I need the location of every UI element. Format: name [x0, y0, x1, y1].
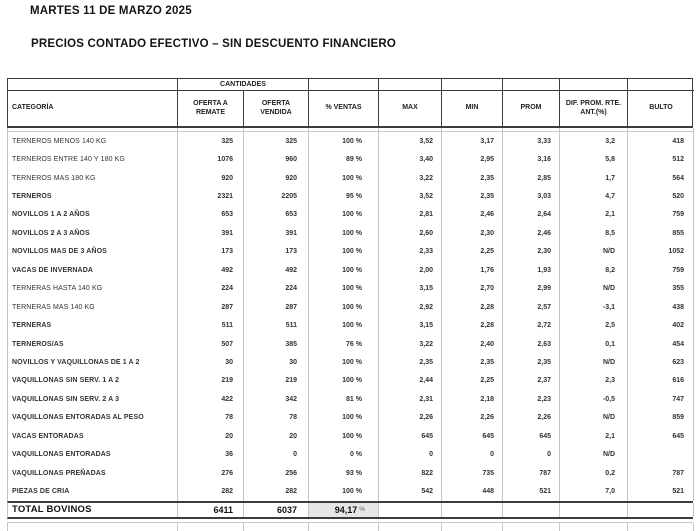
dif-prom-cell: 2,1: [560, 206, 628, 224]
oferta-vendida-cell: 391: [244, 224, 309, 242]
pct-ventas-cell: 100 %: [309, 316, 379, 334]
oferta-vendida-cell: 30: [244, 353, 309, 371]
category-cell: VAQUILLONAS SIN SERV. 1 A 2: [8, 372, 178, 390]
max-cell: 2,33: [379, 243, 442, 261]
category-cell: VAQUILLONAS ENTORADAS: [8, 445, 178, 463]
pct-ventas-cell: 100 %: [309, 206, 379, 224]
max-cell: 3,15: [379, 280, 442, 298]
min-cell: 2,70: [442, 280, 503, 298]
category-cell: VAQUILLONAS PREÑADAS: [8, 464, 178, 482]
bulto-cell: 623: [628, 353, 694, 371]
dif-prom-cell: 8,5: [560, 224, 628, 242]
min-cell: 735: [442, 464, 503, 482]
column-header-dif-prom: DIF. PROM. RTE. ANT.(%): [560, 91, 628, 126]
oferta-vendida-cell: 0: [244, 445, 309, 463]
pct-ventas-cell: 100 %: [309, 298, 379, 316]
oferta-vendida-cell: 282: [244, 482, 309, 500]
prices-table: [7, 78, 693, 531]
group-header-row: [8, 79, 692, 91]
bulto-cell: 355: [628, 280, 694, 298]
oferta-vendida-cell: 325: [244, 132, 309, 150]
prom-cell: 2,72: [503, 316, 560, 334]
dif-prom-cell: 0,2: [560, 464, 628, 482]
dif-prom-cell: 0,1: [560, 335, 628, 353]
prom-cell: 2,30: [503, 243, 560, 261]
table-row: [8, 372, 693, 390]
bulto-cell: 747: [628, 390, 694, 408]
oferta-vendida-cell: 2205: [244, 187, 309, 205]
category-cell: TERNERAS HASTA 140 KG: [8, 280, 178, 298]
prom-cell: 1,93: [503, 261, 560, 279]
group-header-spacer: [442, 79, 503, 91]
total-empty-cell: [442, 503, 503, 517]
group-header-cantidades: CANTIDADES: [178, 79, 309, 91]
pct-ventas-cell: 100 %: [309, 243, 379, 261]
oferta-vendida-cell: 492: [244, 261, 309, 279]
dif-prom-cell: N/D: [560, 353, 628, 371]
max-cell: 2,35: [379, 353, 442, 371]
prom-cell: 787: [503, 464, 560, 482]
max-cell: 3,22: [379, 169, 442, 187]
oferta-a-remate-cell: 287: [178, 298, 244, 316]
pct-ventas-cell: 100 %: [309, 409, 379, 427]
group-header-spacer: [560, 79, 628, 91]
min-cell: 2,35: [442, 169, 503, 187]
oferta-a-remate-cell: 78: [178, 409, 244, 427]
total-empty-cell: [628, 503, 694, 517]
total-row: [7, 501, 693, 519]
oferta-a-remate-cell: 511: [178, 316, 244, 334]
oferta-a-remate-cell: 492: [178, 261, 244, 279]
dif-prom-cell: 2,5: [560, 316, 628, 334]
oferta-vendida-cell: 256: [244, 464, 309, 482]
table-row: [8, 150, 693, 168]
oferta-a-remate-cell: 282: [178, 482, 244, 500]
table-row: [8, 409, 693, 427]
oferta-vendida-cell: 511: [244, 316, 309, 334]
table-row: [8, 298, 693, 316]
oferta-vendida-cell: 78: [244, 409, 309, 427]
pct-ventas-cell: 76 %: [309, 335, 379, 353]
table-row: [8, 280, 693, 298]
category-cell: VAQUILLONAS SIN SERV. 2 A 3: [8, 390, 178, 408]
oferta-vendida-cell: 342: [244, 390, 309, 408]
column-header-categoria: CATEGORÍA: [8, 91, 178, 126]
dif-prom-cell: 2,3: [560, 372, 628, 390]
bulto-cell: 859: [628, 409, 694, 427]
pct-ventas-cell: 95 %: [309, 187, 379, 205]
min-cell: 2,95: [442, 150, 503, 168]
oferta-a-remate-cell: 1076: [178, 150, 244, 168]
total-empty-cell: [560, 503, 628, 517]
category-cell: NOVILLOS MAS DE 3 AÑOS: [8, 243, 178, 261]
pct-ventas-cell: 100 %: [309, 169, 379, 187]
category-cell: VACAS DE INVERNADA: [8, 261, 178, 279]
min-cell: 2,30: [442, 224, 503, 242]
min-cell: 2,35: [442, 187, 503, 205]
pct-ventas-cell: 100 %: [309, 132, 379, 150]
total-pct-ventas: [309, 503, 379, 517]
max-cell: 2,44: [379, 372, 442, 390]
prom-cell: 3,16: [503, 150, 560, 168]
bulto-cell: 418: [628, 132, 694, 150]
next-section-partial: [7, 522, 693, 531]
pct-ventas-cell: 100 %: [309, 353, 379, 371]
prom-cell: 3,33: [503, 132, 560, 150]
dif-prom-cell: -0,5: [560, 390, 628, 408]
prom-cell: 2,64: [503, 206, 560, 224]
oferta-vendida-cell: 920: [244, 169, 309, 187]
min-cell: 448: [442, 482, 503, 500]
dif-prom-cell: 4,7: [560, 187, 628, 205]
dif-prom-cell: 3,2: [560, 132, 628, 150]
table-row: [8, 206, 693, 224]
total-empty-cell: [503, 503, 560, 517]
oferta-a-remate-cell: 30: [178, 353, 244, 371]
bulto-cell: 616: [628, 372, 694, 390]
min-cell: 2,18: [442, 390, 503, 408]
max-cell: 2,60: [379, 224, 442, 242]
min-cell: 1,76: [442, 261, 503, 279]
bulto-cell: 1052: [628, 243, 694, 261]
prom-cell: 2,23: [503, 390, 560, 408]
table-row: [8, 261, 693, 279]
oferta-a-remate-cell: 653: [178, 206, 244, 224]
table-row: [8, 224, 693, 242]
total-pct-value: 94,17: [334, 504, 358, 515]
category-cell: VACAS ENTORADAS: [8, 427, 178, 445]
bulto-cell: 759: [628, 261, 694, 279]
column-header-prom: PROM: [503, 91, 560, 126]
column-header-max: MAX: [379, 91, 442, 126]
prom-cell: 2,57: [503, 298, 560, 316]
pct-ventas-cell: 93 %: [309, 464, 379, 482]
column-header-oferta-vendida: OFERTA VENDIDA: [244, 91, 309, 126]
oferta-vendida-cell: 219: [244, 372, 309, 390]
min-cell: 2,25: [442, 243, 503, 261]
max-cell: 3,15: [379, 316, 442, 334]
table-row: [8, 427, 693, 445]
oferta-a-remate-cell: 173: [178, 243, 244, 261]
table-body: [7, 128, 693, 501]
pct-ventas-cell: 81 %: [309, 390, 379, 408]
table-row: [8, 335, 693, 353]
dif-prom-cell: N/D: [560, 280, 628, 298]
column-header-pct-ventas: % VENTAS: [309, 91, 379, 126]
dif-prom-cell: 1,7: [560, 169, 628, 187]
min-cell: 2,26: [442, 409, 503, 427]
table-row: [8, 482, 693, 500]
min-cell: 2,35: [442, 353, 503, 371]
pct-ventas-cell: 0 %: [309, 445, 379, 463]
oferta-a-remate-cell: 276: [178, 464, 244, 482]
table-row: [8, 169, 693, 187]
table-row: [8, 132, 693, 150]
min-cell: 2,40: [442, 335, 503, 353]
column-header-oferta-a-remate: OFERTA A REMATE: [178, 91, 244, 126]
category-cell: TERNEROS MAS 180 KG: [8, 169, 178, 187]
max-cell: 3,52: [379, 132, 442, 150]
pct-ventas-cell: 89 %: [309, 150, 379, 168]
dif-prom-cell: N/D: [560, 445, 628, 463]
table-row: [8, 353, 693, 371]
oferta-a-remate-cell: 224: [178, 280, 244, 298]
page-title: PRECIOS CONTADO EFECTIVO – SIN DESCUENTO FINANCIERO: [31, 38, 397, 50]
oferta-vendida-cell: 385: [244, 335, 309, 353]
max-cell: 0: [379, 445, 442, 463]
table-row: [8, 390, 693, 408]
total-label: TOTAL BOVINOS: [8, 503, 178, 517]
max-cell: 2,31: [379, 390, 442, 408]
prom-cell: 2,26: [503, 409, 560, 427]
category-cell: TERNERAS MAS 140 KG: [8, 298, 178, 316]
max-cell: 2,00: [379, 261, 442, 279]
oferta-vendida-cell: 20: [244, 427, 309, 445]
oferta-vendida-cell: 287: [244, 298, 309, 316]
total-oferta-a-remate: 6411: [178, 503, 244, 517]
oferta-vendida-cell: 173: [244, 243, 309, 261]
dif-prom-cell: N/D: [560, 243, 628, 261]
pct-ventas-cell: 100 %: [309, 224, 379, 242]
prom-cell: 2,85: [503, 169, 560, 187]
pct-ventas-cell: 100 %: [309, 427, 379, 445]
bulto-cell: 564: [628, 169, 694, 187]
table-row: [8, 464, 693, 482]
category-cell: VAQUILLONAS ENTORADAS AL PESO: [8, 409, 178, 427]
prom-cell: 2,63: [503, 335, 560, 353]
oferta-a-remate-cell: 2321: [178, 187, 244, 205]
category-cell: TERNEROS: [8, 187, 178, 205]
table-rows: [8, 132, 693, 501]
bulto-cell: 402: [628, 316, 694, 334]
prom-cell: 2,46: [503, 224, 560, 242]
prom-cell: 2,99: [503, 280, 560, 298]
oferta-vendida-cell: 653: [244, 206, 309, 224]
dif-prom-cell: -3,1: [560, 298, 628, 316]
dif-prom-cell: N/D: [560, 409, 628, 427]
bulto-cell: 521: [628, 482, 694, 500]
oferta-a-remate-cell: 20: [178, 427, 244, 445]
max-cell: 3,40: [379, 150, 442, 168]
oferta-a-remate-cell: 422: [178, 390, 244, 408]
oferta-a-remate-cell: 36: [178, 445, 244, 463]
category-cell: NOVILLOS 1 A 2 AÑOS: [8, 206, 178, 224]
category-cell: NOVILLOS Y VAQUILLONAS DE 1 A 2: [8, 353, 178, 371]
bulto-cell: 512: [628, 150, 694, 168]
bulto-cell: 520: [628, 187, 694, 205]
category-cell: TERNERAS: [8, 316, 178, 334]
table-row: [8, 243, 693, 261]
column-header-row: [8, 91, 692, 126]
dif-prom-cell: 2,1: [560, 427, 628, 445]
category-cell: NOVILLOS 2 A 3 AÑOS: [8, 224, 178, 242]
min-cell: 645: [442, 427, 503, 445]
oferta-a-remate-cell: 325: [178, 132, 244, 150]
group-header-spacer: [8, 79, 178, 91]
prom-cell: 2,35: [503, 353, 560, 371]
max-cell: 3,22: [379, 335, 442, 353]
group-header-spacer: [309, 79, 379, 91]
oferta-a-remate-cell: 507: [178, 335, 244, 353]
oferta-a-remate-cell: 391: [178, 224, 244, 242]
min-cell: 2,46: [442, 206, 503, 224]
category-cell: PIEZAS DE CRIA: [8, 482, 178, 500]
bulto-cell: 645: [628, 427, 694, 445]
max-cell: 645: [379, 427, 442, 445]
max-cell: 822: [379, 464, 442, 482]
category-cell: TERNEROS MENOS 140 KG: [8, 132, 178, 150]
table-row: [8, 316, 693, 334]
max-cell: 2,26: [379, 409, 442, 427]
prom-cell: 521: [503, 482, 560, 500]
total-oferta-vendida: 6037: [244, 503, 309, 517]
group-header-spacer: [628, 79, 694, 91]
group-header-spacer: [503, 79, 560, 91]
table-row: [8, 445, 693, 463]
total-pct-unit: %: [359, 506, 365, 514]
max-cell: 542: [379, 482, 442, 500]
category-cell: TERNEROS ENTRE 140 Y 180 KG: [8, 150, 178, 168]
oferta-vendida-cell: 224: [244, 280, 309, 298]
dif-prom-cell: 5,8: [560, 150, 628, 168]
bulto-cell: 787: [628, 464, 694, 482]
date-title: MARTES 11 DE MARZO 2025: [30, 5, 192, 17]
oferta-a-remate-cell: 920: [178, 169, 244, 187]
min-cell: 0: [442, 445, 503, 463]
column-header-min: MIN: [442, 91, 503, 126]
table-header: [7, 78, 693, 128]
min-cell: 2,28: [442, 316, 503, 334]
bulto-cell: [628, 445, 694, 463]
min-cell: 2,28: [442, 298, 503, 316]
group-header-spacer: [379, 79, 442, 91]
category-cell: TERNEROS/AS: [8, 335, 178, 353]
max-cell: 2,92: [379, 298, 442, 316]
bulto-cell: 759: [628, 206, 694, 224]
pct-ventas-cell: 100 %: [309, 482, 379, 500]
oferta-a-remate-cell: 219: [178, 372, 244, 390]
prom-cell: 645: [503, 427, 560, 445]
bulto-cell: 855: [628, 224, 694, 242]
bulto-cell: 438: [628, 298, 694, 316]
pct-ventas-cell: 100 %: [309, 261, 379, 279]
pct-ventas-cell: 100 %: [309, 280, 379, 298]
min-cell: 2,25: [442, 372, 503, 390]
prom-cell: 0: [503, 445, 560, 463]
column-header-bulto: BULTO: [649, 104, 673, 112]
bulto-cell: 454: [628, 335, 694, 353]
pct-ventas-cell: 100 %: [309, 372, 379, 390]
min-cell: 3,17: [442, 132, 503, 150]
dif-prom-cell: 8,2: [560, 261, 628, 279]
max-cell: 2,81: [379, 206, 442, 224]
table-row: [8, 187, 693, 205]
total-empty-cell: [379, 503, 442, 517]
oferta-vendida-cell: 960: [244, 150, 309, 168]
max-cell: 3,52: [379, 187, 442, 205]
prom-cell: 3,03: [503, 187, 560, 205]
prom-cell: 2,37: [503, 372, 560, 390]
dif-prom-cell: 7,0: [560, 482, 628, 500]
